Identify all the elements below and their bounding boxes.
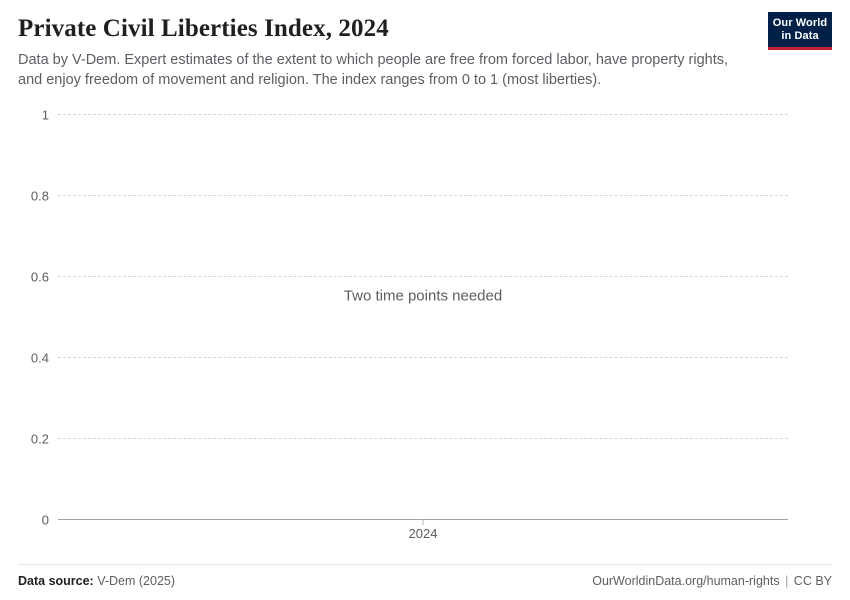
- gridline: [30, 431, 788, 447]
- footer-separator: |: [785, 574, 789, 588]
- data-source-label: Data source:: [18, 574, 94, 588]
- chart-empty-message: Two time points needed: [343, 287, 503, 305]
- chart-plot-area[interactable]: [18, 104, 832, 559]
- chart-axes: [30, 107, 788, 541]
- gridline: [41, 107, 788, 123]
- data-source-value: V-Dem (2025): [97, 574, 176, 588]
- owid-logo-line2: in Data: [781, 29, 819, 42]
- x-axis-tick-label: 2024: [409, 526, 438, 541]
- owid-site-link[interactable]: OurWorldinData.org/human-rights: [592, 574, 780, 588]
- y-axis-tick-label: 0.6: [30, 269, 49, 285]
- gridline: [30, 188, 788, 204]
- chart-footer: [18, 564, 832, 588]
- owid-logo[interactable]: [768, 12, 832, 50]
- y-axis-tick-label: 0.2: [30, 431, 49, 447]
- gridline: [30, 269, 788, 285]
- gridline: [30, 350, 788, 366]
- page-title: Private Civil Liberties Index, 2024: [18, 15, 389, 42]
- data-source: [18, 574, 175, 588]
- y-axis-tick-label: 0.4: [30, 350, 49, 366]
- y-axis-tick-label: 1: [41, 107, 49, 123]
- owid-logo-line1: Our World: [772, 17, 828, 30]
- footer-links: [592, 574, 832, 588]
- y-axis-tick-label: 0: [41, 512, 49, 528]
- x-axis-tick-mark: [423, 519, 424, 525]
- y-axis-tick-label: 0.8: [30, 188, 49, 204]
- chart-header: [18, 14, 832, 90]
- chart-subtitle: Data by V-Dem. Expert estimates of the extent to which people are free from forced labor, have property rights, and enjoy freedom of movement and religion. The index ranges from 0 to 1 (most liberties).: [18, 52, 729, 88]
- license-link[interactable]: CC BY: [793, 574, 832, 588]
